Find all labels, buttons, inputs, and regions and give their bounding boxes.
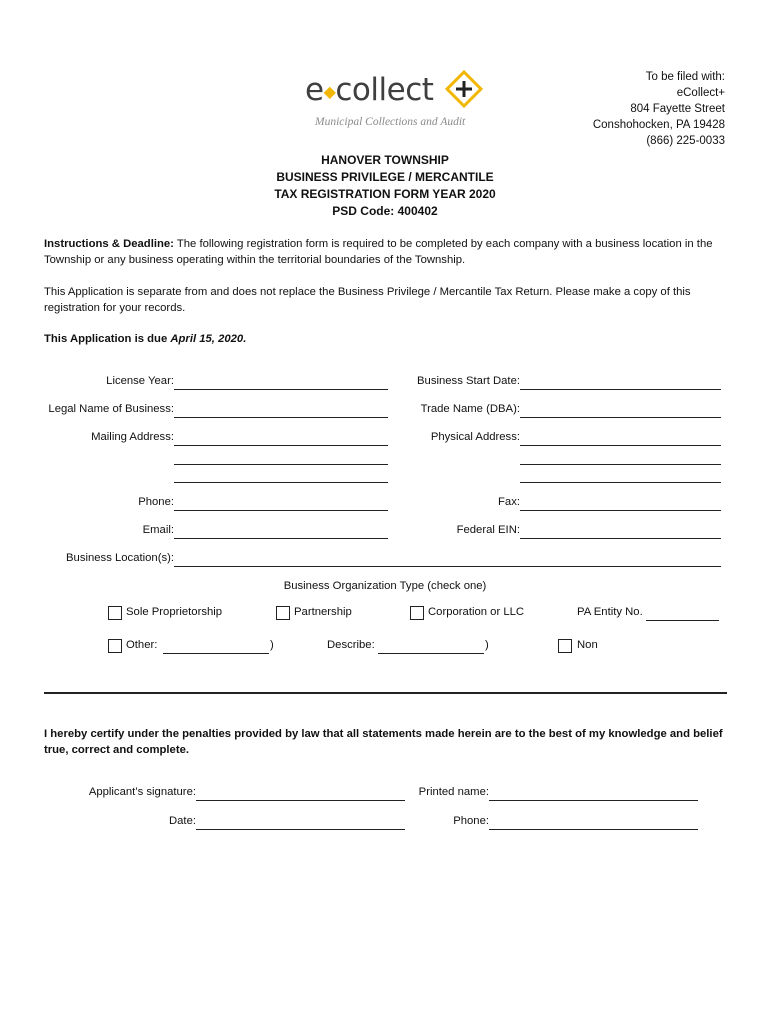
other-label: Other: [126, 639, 158, 651]
physical-address-label: Physical Address: [430, 431, 520, 443]
other-checkbox[interactable] [108, 639, 122, 653]
instructions-text: The following registration form is required to be completed by each company with a business location in the Township or any business operating within the territorial boundaries of the Township. [44, 238, 713, 266]
logo-diamond-dot-icon: ◆ [323, 82, 336, 101]
federal-ein-label: Federal EIN: [456, 524, 520, 536]
describe-field[interactable] [378, 653, 484, 654]
fax-field[interactable] [520, 510, 721, 511]
partnership-checkbox[interactable] [276, 606, 290, 620]
other-close-paren: ) [270, 639, 274, 651]
title-line: BUSINESS PRIVILEGE / MERCANTILE [276, 170, 494, 184]
business-locations-label: Business Location(s): [66, 552, 174, 564]
mailing-address-label: Mailing Address: [91, 431, 174, 443]
title-line: TAX REGISTRATION FORM YEAR 2020 [274, 187, 496, 201]
email-field[interactable] [174, 538, 388, 539]
date-field[interactable] [196, 829, 405, 830]
filing-line: 804 Fayette Street [630, 103, 725, 115]
printed-name-label: Printed name: [418, 786, 489, 798]
date-label: Date: [168, 815, 196, 827]
section-divider [44, 692, 727, 694]
fax-label: Fax: [498, 496, 520, 508]
corporation-llc-label: Corporation or LLC [428, 606, 525, 618]
describe-close-paren: ) [485, 639, 489, 651]
instructions-label: Instructions & Deadline: [44, 238, 174, 250]
federal-ein-field[interactable] [520, 538, 721, 539]
filing-line: eCollect+ [676, 87, 725, 99]
physical-address-field-3[interactable] [520, 482, 721, 483]
logo-wordmark [305, 72, 433, 108]
physical-address-field-2[interactable] [520, 464, 721, 465]
partnership-label: Partnership [294, 606, 352, 618]
trade-name-field[interactable] [520, 417, 721, 418]
due-date: April 15, 2020. [170, 333, 247, 345]
legal-name-field[interactable] [174, 417, 388, 418]
business-start-date-label: Business Start Date: [417, 375, 520, 387]
applicant-signature-label: Applicant’s signature: [88, 786, 196, 798]
pa-entity-label: PA Entity No. [577, 606, 643, 618]
filing-line: (866) 225-0033 [646, 135, 725, 147]
logo-plus-diamond-icon [445, 70, 483, 108]
logo-e: e [305, 72, 324, 108]
phone-field[interactable] [174, 510, 388, 511]
logo-tagline: Municipal Collections and Audit [315, 116, 466, 128]
certification-statement: I hereby certify under the penalties provided by law that all statements made herein are to the best of my knowledge and belief true, correct and complete. [44, 728, 723, 756]
business-start-date-field[interactable] [520, 389, 721, 390]
title-line: PSD Code: 400402 [332, 204, 438, 218]
pa-entity-field[interactable] [646, 620, 719, 621]
mailing-address-field-2[interactable] [174, 464, 388, 465]
physical-address-field[interactable] [520, 445, 721, 446]
corporation-llc-checkbox[interactable] [410, 606, 424, 620]
due-notice [44, 331, 734, 347]
certify-phone-field[interactable] [489, 829, 698, 830]
phone-label: Phone: [138, 496, 174, 508]
applicant-signature-field[interactable] [196, 800, 405, 801]
trade-name-label: Trade Name (DBA): [420, 403, 520, 415]
mailing-address-field-3[interactable] [174, 482, 388, 483]
logo-collect: collect [335, 72, 434, 108]
ecollect-logo [305, 70, 485, 136]
business-locations-field[interactable] [174, 566, 721, 567]
separate-notice: This Application is separate from and does not replace the Business Privilege / Mercantile Tax Return. Please make a copy of this registration for your records. [44, 286, 691, 314]
license-year-field[interactable] [174, 389, 388, 390]
describe-label: Describe: [327, 639, 375, 651]
title-line: HANOVER TOWNSHIP [321, 153, 449, 167]
org-type-heading: Business Organization Type (check one) [283, 580, 487, 592]
legal-name-label: Legal Name of Business: [48, 403, 174, 415]
non-checkbox[interactable] [558, 639, 572, 653]
printed-name-field[interactable] [489, 800, 698, 801]
other-field[interactable] [163, 653, 269, 654]
non-label: Non [577, 639, 598, 651]
instructions-paragraph [44, 236, 734, 268]
filing-line: To be filed with: [645, 71, 725, 83]
certify-phone-label: Phone: [453, 815, 489, 827]
sole-proprietorship-label: Sole Proprietorship [126, 606, 223, 618]
filing-line: Conshohocken, PA 19428 [592, 119, 725, 131]
email-label: Email: [142, 524, 174, 536]
license-year-label: License Year: [106, 375, 174, 387]
form-title [0, 152, 770, 220]
filing-address [505, 69, 725, 149]
mailing-address-field[interactable] [174, 445, 388, 446]
due-prefix: This Application is due [44, 333, 171, 345]
sole-proprietorship-checkbox[interactable] [108, 606, 122, 620]
